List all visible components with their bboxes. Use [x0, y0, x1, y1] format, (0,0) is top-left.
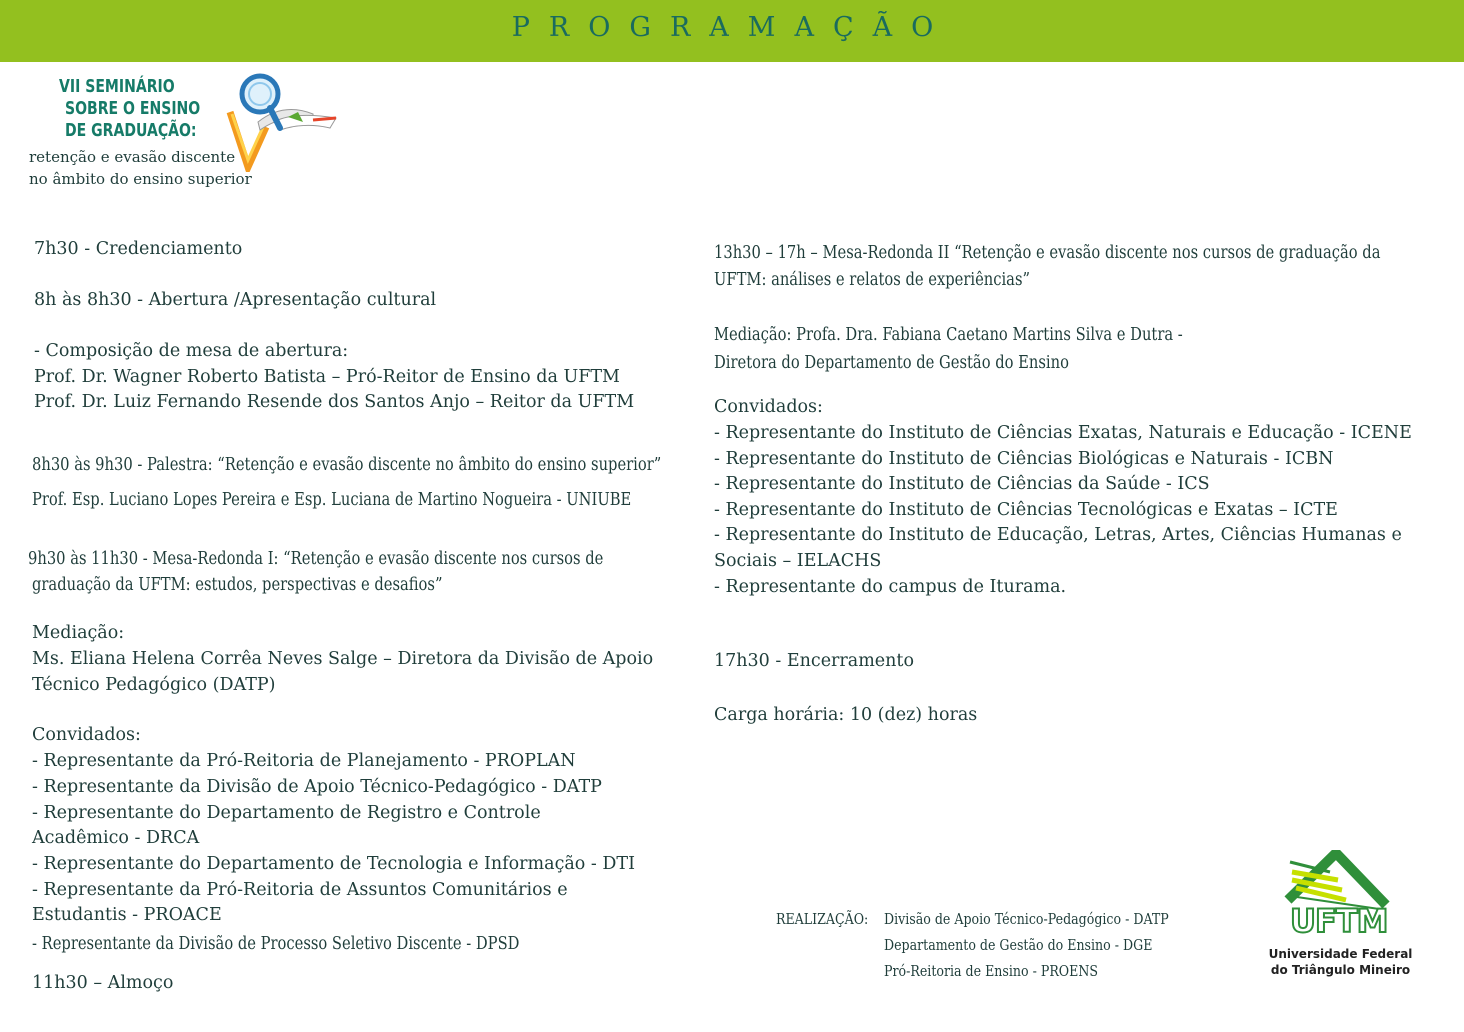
list-item: - Representante do Instituto de Educação, Letras, Artes, Ciências Humanas e [714, 525, 1402, 545]
mesa2-mediacao-line1 [714, 322, 1272, 348]
list-item: - Representante da Pró-Reitoria de Planejamento - PROPLAN [32, 751, 576, 771]
palestrantes-text: Prof. Esp. Luciano Lopes Pereira e Esp. Luciana de Martino Nogueira - UNIUBE [32, 490, 632, 510]
mesa2-mediacao-line1-text: Mediação: Profa. Dra. Fabiana Caetano Martins Silva e Dutra - [714, 325, 1183, 345]
mesa2-convidados-label: Convidados: [714, 397, 823, 417]
mesa1-title-line2 [32, 572, 521, 598]
composicao-prof1: Prof. Dr. Wagner Roberto Batista – Pró-Reitor de Ensino da UFTM [34, 367, 620, 387]
palestra-text: 8h30 às 9h30 - Palestra: “Retenção e evasão discente no âmbito do ensino superior” [32, 455, 662, 475]
mesa1-mediacao-line2: Técnico Pedagógico (DATP) [32, 675, 276, 695]
list-item: - Representante do Instituto de Ciências Biológicas e Naturais - ICBN [714, 449, 1334, 469]
list-item-text: - Representante da Divisão de Processo Seletivo Discente - DPSD [32, 934, 520, 954]
mesa2-title-line2 [714, 267, 1090, 293]
realizacao-label-text: REALIZAÇÃO: [776, 910, 869, 928]
list-item: Estudantis - PROACE [32, 905, 222, 925]
composicao-prof2: Prof. Dr. Luiz Fernando Resende dos Santos Anjo – Reitor da UFTM [34, 392, 635, 412]
list-item: - Representante do Departamento de Tecnologia e Informação - DTI [32, 854, 635, 874]
almoco: 11h30 – Almoço [32, 973, 174, 993]
realizacao-item-text: Pró-Reitoria de Ensino - PROENS [884, 962, 1099, 980]
realizacao-item [884, 932, 1204, 958]
list-item: Sociais – IELACHS [714, 551, 882, 571]
uftm-name-line2: do Triângulo Mineiro [1270, 963, 1411, 977]
composicao-label: - Composição de mesa de abertura: [34, 341, 349, 361]
mesa1-title-line1-text: 9h30 às 11h30 - Mesa-Redonda I: “Retenção e evasão discente nos cursos de [28, 549, 604, 569]
list-item [32, 931, 612, 957]
realizacao-item [884, 906, 1223, 932]
carga-horaria: Carga horária: 10 (dez) horas [714, 705, 978, 725]
seminar-logo [28, 72, 318, 197]
mesa2-mediacao-line2 [714, 350, 1137, 376]
abertura: 8h às 8h30 - Abertura /Apresentação cultural [34, 290, 437, 310]
seminar-logo-subtitle2: no âmbito do ensino superior [29, 170, 252, 188]
seminar-logo-line3: DE GRADUAÇÃO: [65, 120, 197, 141]
seminar-logo-line2: SOBRE O ENSINO [65, 98, 201, 119]
list-item: - Representante do campus de Iturama. [714, 577, 1067, 597]
seminar-logo-subtitle1: retenção e evasão discente [29, 148, 236, 166]
list-item: Acadêmico - DRCA [32, 828, 200, 848]
list-item: - Representante da Pró-Reitoria de Assuntos Comunitários e [32, 880, 568, 900]
header-bar [0, 0, 1464, 62]
mesa2-title-line1 [714, 240, 1464, 266]
realizacao-label [776, 906, 886, 932]
palestra [32, 452, 781, 478]
mesa1-title-line1 [28, 546, 713, 572]
list-item: - Representante do Departamento de Registro e Controle [32, 803, 541, 823]
book-magnifier-icon [218, 72, 343, 172]
palestrantes [32, 487, 745, 513]
list-item: - Representante do Instituto de Ciências da Saúde - ICS [714, 474, 1210, 494]
mesa1-convidados-label: Convidados: [32, 725, 141, 745]
uftm-brand: UFTM [1290, 902, 1388, 940]
uftm-logo [1268, 850, 1418, 980]
realizacao-item-text: Departamento de Gestão do Ensino - DGE [884, 936, 1153, 954]
mesa2-title-line1-text: 13h30 – 17h – Mesa-Redonda II “Retenção e evasão discente nos cursos de graduação da [714, 243, 1381, 263]
encerramento: 17h30 - Encerramento [714, 651, 915, 671]
mesa1-mediacao-label: Mediação: [32, 623, 125, 643]
mesa2-title-line2-text: UFTM: análises e relatos de experiências” [714, 270, 1031, 290]
page-title: PROGRAMAÇÃO [511, 12, 953, 43]
list-item: - Representante do Instituto de Ciências Tecnológicas e Exatas – ICTE [714, 500, 1338, 520]
mesa1-title-line2-text: graduação da UFTM: estudos, perspectivas e desafios” [32, 575, 443, 595]
mesa2-mediacao-line2-text: Diretora do Departamento de Gestão do Ensino [714, 353, 1069, 373]
realizacao-item-text: Divisão de Apoio Técnico-Pedagógico - DATP [884, 910, 1169, 928]
realizacao-item [884, 958, 1139, 984]
mesa1-mediacao-line1: Ms. Eliana Helena Corrêa Neves Salge – Diretora da Divisão de Apoio [32, 649, 654, 669]
seminar-logo-line1: VII SEMINÁRIO [59, 76, 175, 97]
uftm-name-line1: Universidade Federal [1268, 947, 1413, 961]
list-item: - Representante da Divisão de Apoio Técnico-Pedagógico - DATP [32, 777, 602, 797]
list-item: - Representante do Instituto de Ciências Exatas, Naturais e Educação - ICENE [714, 423, 1412, 443]
credenciamento: 7h30 - Credenciamento [34, 239, 243, 259]
